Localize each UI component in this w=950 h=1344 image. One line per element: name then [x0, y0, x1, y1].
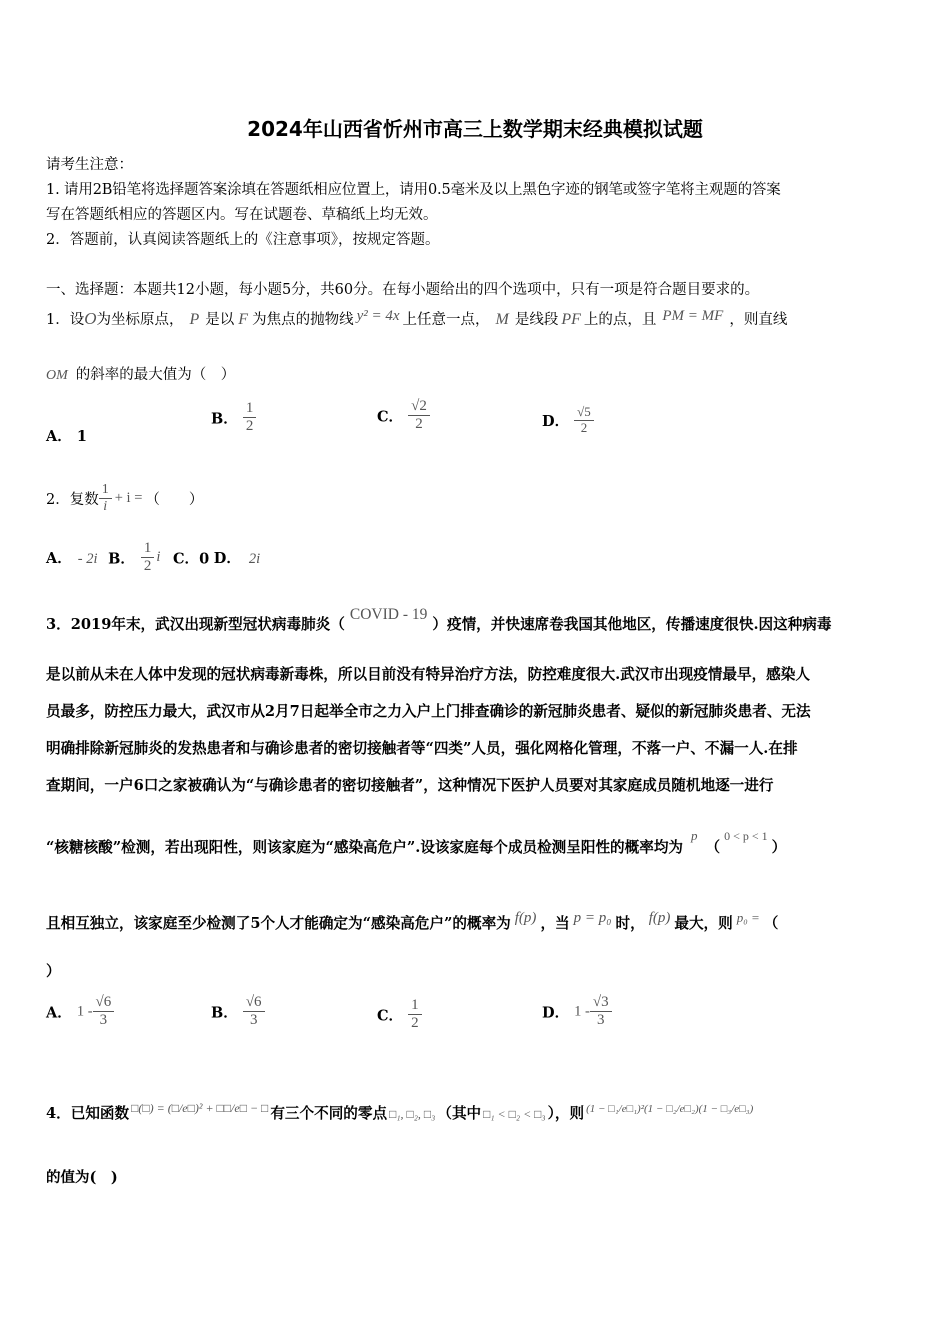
q3-option-a[interactable]: A． 1 - $\frac{√6}{3}$ [46, 994, 114, 1030]
notice-item: 1. 请用2B铅笔将选择题答案涂填在答题纸相应位置上，请用0.5毫米及以上黑色字迹的钢笔或签字笔将主观题的答案 [46, 182, 781, 198]
question-2-options [46, 540, 268, 576]
q2-option-b[interactable]: B． $\frac{1}{2}$ i [108, 540, 161, 575]
question-3-line: 员最多，防控压力最大，武汉市从2月7日起举全市之力入户上门排查确诊的新冠肺炎患者、疑似的新冠肺炎患者、无法 [46, 703, 811, 720]
question-1-line-2: OM 的斜率的最大值为（ ） [46, 367, 236, 383]
question-1: 1．设O为坐标原点， P 是以 F 为焦点的抛物线 y² = 4x 上任意一点， M 是线段 PF 上的点，且 PM = MF ，则直线 [46, 308, 788, 328]
question-3-line: 查期间，一户6口之家被确认为“与确诊患者的密切接触者”，这种情况下医护人员要对其家庭成员随机地逐一进行 [46, 777, 774, 794]
section-heading: 一、选择题：本题共12小题，每小题5分，共60分。在每小题给出的四个选项中，只有一项是符合题目要求的。 [46, 282, 760, 298]
notice-heading: 请考生注意： [46, 157, 133, 173]
notice-item: 2．答题前，认真阅读答题纸上的《注意事项》，按规定答题。 [46, 232, 440, 248]
notice-item: 写在答题纸相应的答题区内。写在试题卷、草稿纸上均无效。 [46, 207, 438, 223]
question-4-line-2: 的值为( ) [46, 1169, 118, 1186]
q1-option-d[interactable]: D． $\frac{√5}{2}$ [542, 405, 594, 436]
q3-option-c[interactable]: C． $\frac{1}{2}$ [377, 997, 422, 1033]
question-3-line-7: 且相互独立，该家庭至少检测了5个人才能确定为“感染高危户”的概率为 f(p) ，当 p = p₀ 时， f(p) 最大，则 p₀ = （ [46, 910, 779, 932]
question-2: 2．复数 $\frac{1}{i}$ + i = （ ） [46, 482, 204, 515]
question-3: 3．2019年末，武汉出现新型冠状病毒肺炎（COVID - 19）疫情，并快速席卷我国其他地区，传播速度很快.因这种病毒 [46, 606, 832, 633]
q2-option-d[interactable]: D． 2i [213, 550, 261, 568]
question-4: 4．已知函数 $^{□(□) = (□/e□)^2 + □□/e□ - □}$ 有三个不同的零点 □₁, □₂, □₃ （其中 □₁ < □₂ < □₃ ），则 $^{(1 - □_1/e□_1)^2(1 - □_2/e□_2)(1 - □_3/e□_3)}$ [46, 1101, 754, 1122]
q2-option-a[interactable]: A． - 2i [46, 550, 98, 568]
q1-option-a[interactable]: A． 1 [46, 428, 87, 445]
q3-option-b[interactable]: B． $\frac{√6}{3}$ [211, 994, 265, 1030]
question-3-line: 明确排除新冠肺炎的发热患者和与确诊患者的密切接触者等“四类”人员，强化网格化管理，不落一户、不漏一人.在排 [46, 740, 798, 757]
page-title: 2024年山西省忻州市高三上数学期末经典模拟试题 [247, 117, 703, 141]
q1-option-c[interactable]: C． $\frac{√2}{2}$ [377, 398, 430, 434]
q3-option-d[interactable]: D． 1 - $\frac{√3}{3}$ [542, 994, 612, 1030]
question-3-line-8: ） [46, 963, 61, 980]
q1-option-b[interactable]: B． $\frac{1}{2}$ [211, 400, 256, 436]
question-3-line-6: “核糖核酸”检测，若出现阳性，则该家庭为“感染高危户”.设该家庭每个成员检测呈阳性的概率均为p（$^{0 < p < 1}$） [46, 828, 787, 856]
question-3-line: 是以前从未在人体中发现的冠状病毒新毒株，所以目前没有特异治疗方法，防控难度很大.武汉市出现疫情最早，感染人 [46, 666, 810, 683]
q2-option-c[interactable]: C．0 [173, 550, 210, 568]
